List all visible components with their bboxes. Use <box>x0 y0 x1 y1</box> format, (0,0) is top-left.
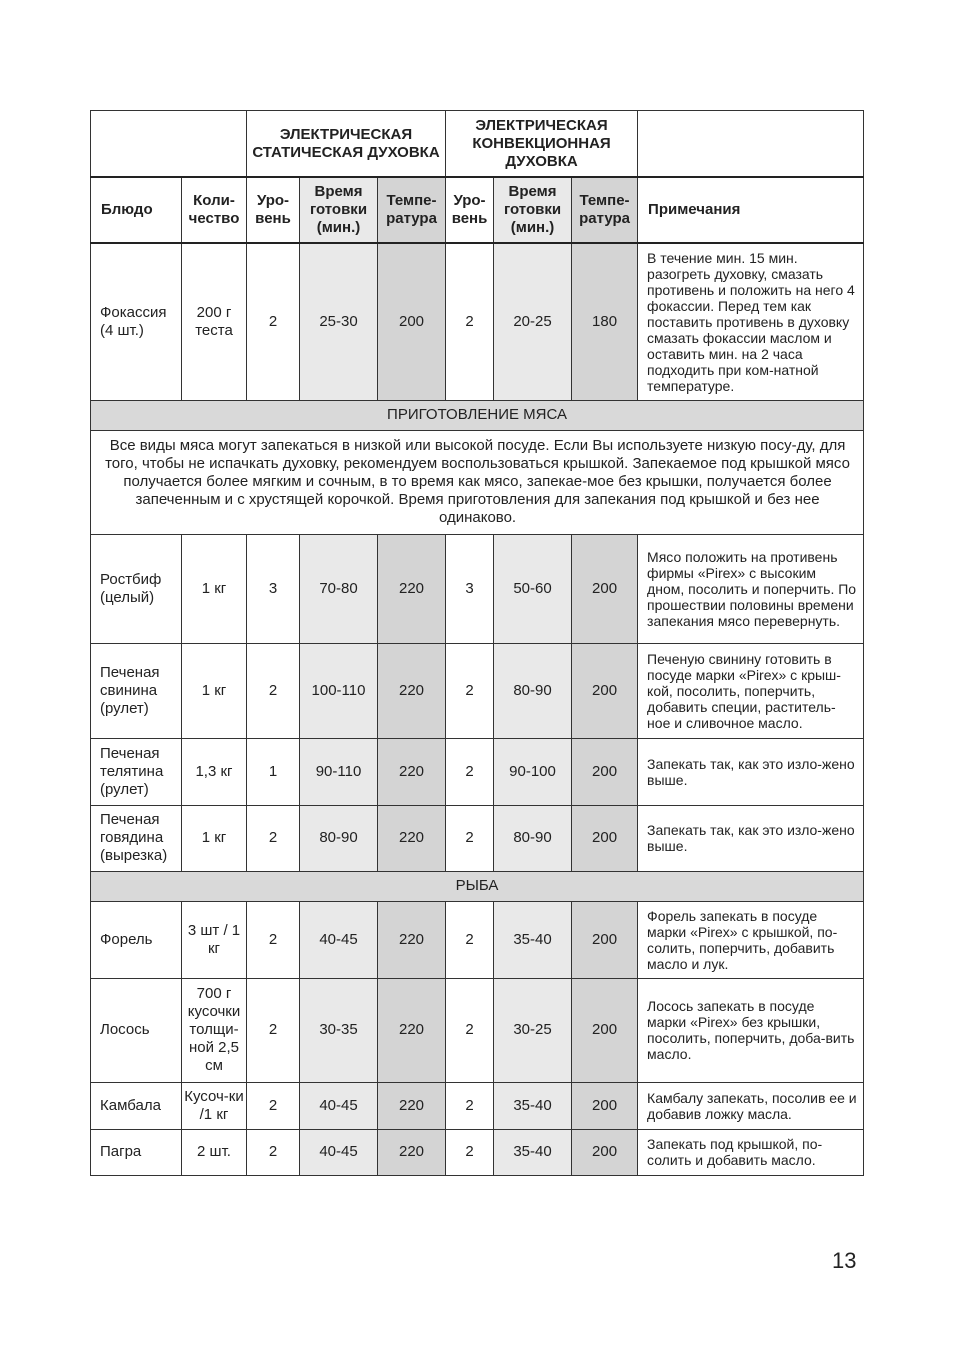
static-time: 25-30 <box>300 243 378 400</box>
fish-section-header <box>91 871 864 901</box>
meat-intro-row <box>91 430 864 534</box>
static-temp: 220 <box>378 901 446 978</box>
notes: Запекать так, как это изло-жено выше. <box>638 805 864 871</box>
dish-name: Печеная телятина (рулет) <box>91 738 182 805</box>
level-column-header: Уро-вень <box>247 177 300 243</box>
static-temp: 220 <box>378 805 446 871</box>
static-level: 2 <box>247 243 300 400</box>
conv-level: 2 <box>446 243 494 400</box>
meat-intro-text: Все виды мяса могут запекаться в низкой или высокой посуде. Если Вы используете низкую посу-ду, для того, чтобы не испачкать духовку, рекомендуем воспользоваться крышкой. Запекаемое под крышкой мясо получается более мягким и сочным, в то время как мясо, запекае-мое без крышки, получается более запеченным и с хрустящей корочкой. Время приготовления для запекания под крышкой и без нее одинаково. <box>91 430 864 534</box>
notes-column-header: Примечания <box>638 177 864 243</box>
dish-name: Ростбиф (целый) <box>91 534 182 643</box>
table-row <box>91 901 864 978</box>
conv-temp: 200 <box>572 805 638 871</box>
static-temp: 220 <box>378 534 446 643</box>
static-level: 2 <box>247 1082 300 1129</box>
dish-name: Печеная свинина (рулет) <box>91 643 182 738</box>
static-level: 2 <box>247 978 300 1082</box>
conv-temp: 200 <box>572 978 638 1082</box>
quantity: 200 г теста <box>182 243 247 400</box>
static-time: 40-45 <box>300 901 378 978</box>
static-temp: 220 <box>378 643 446 738</box>
static-level: 2 <box>247 643 300 738</box>
quantity: 700 г кусочки толщи-ной 2,5 см <box>182 978 247 1082</box>
notes: Печеную свинину готовить в посуде марки «Pirex» с крыш-кой, посолить, поперчить, добавить специи, раститель-ное и сливочное масло. <box>638 643 864 738</box>
conv-level: 2 <box>446 738 494 805</box>
conv-temp: 200 <box>572 1129 638 1175</box>
static-time: 40-45 <box>300 1082 378 1129</box>
notes: Форель запекать в посуде марки «Pirex» с крышкой, по-солить, поперчить, добавить масло и лук. <box>638 901 864 978</box>
static-time: 30-35 <box>300 978 378 1082</box>
static-level: 3 <box>247 534 300 643</box>
dish-name: Камбала <box>91 1082 182 1129</box>
notes: Запекать так, как это изло-жено выше. <box>638 738 864 805</box>
static-time: 40-45 <box>300 1129 378 1175</box>
static-time: 100-110 <box>300 643 378 738</box>
notes: Запекать под крышкой, по-солить и добавить масло. <box>638 1129 864 1175</box>
notes: Камбалу запекать, посолив ее и добавив ложку масла. <box>638 1082 864 1129</box>
temperature-column-header: Темпе-ратура <box>378 177 446 243</box>
conv-temp: 200 <box>572 901 638 978</box>
temperature-column-header: Темпе-ратура <box>572 177 638 243</box>
conv-level: 3 <box>446 534 494 643</box>
page-number: 13 <box>832 1248 857 1273</box>
static-level: 2 <box>247 1129 300 1175</box>
conv-level: 2 <box>446 805 494 871</box>
table-row <box>91 738 864 805</box>
quantity: 1,3 кг <box>182 738 247 805</box>
static-temp: 220 <box>378 1082 446 1129</box>
conv-time: 20-25 <box>494 243 572 400</box>
empty-header-cell <box>638 111 864 178</box>
dish-name: Форель <box>91 901 182 978</box>
conv-time: 50-60 <box>494 534 572 643</box>
conv-level: 2 <box>446 901 494 978</box>
static-time: 70-80 <box>300 534 378 643</box>
time-column-header: Время готовки (мин.) <box>300 177 378 243</box>
quantity: 1 кг <box>182 805 247 871</box>
section-title: РЫБА <box>91 871 864 901</box>
conv-temp: 200 <box>572 1082 638 1129</box>
time-column-header: Время готовки (мин.) <box>494 177 572 243</box>
static-temp: 220 <box>378 1129 446 1175</box>
conv-level: 2 <box>446 1082 494 1129</box>
conv-level: 2 <box>446 1129 494 1175</box>
quantity: 1 кг <box>182 643 247 738</box>
table-row <box>91 1082 864 1129</box>
quantity: 1 кг <box>182 534 247 643</box>
conv-level: 2 <box>446 978 494 1082</box>
conv-time: 35-40 <box>494 1129 572 1175</box>
meat-section-header <box>91 400 864 430</box>
static-level: 2 <box>247 805 300 871</box>
dish-name: Печеная говядина (вырезка) <box>91 805 182 871</box>
conv-time: 30-25 <box>494 978 572 1082</box>
table-row <box>91 1129 864 1175</box>
quantity: 2 шт. <box>182 1129 247 1175</box>
static-temp: 220 <box>378 738 446 805</box>
oven-header-row <box>91 111 864 178</box>
quantity: 3 шт / 1 кг <box>182 901 247 978</box>
notes: Мясо положить на противень фирмы «Pirex» с высоким дном, посолить и поперчить. По прошествии половины времени запекания мясо перевернуть. <box>638 534 864 643</box>
dish-column-header: Блюдо <box>91 177 182 243</box>
conv-temp: 200 <box>572 738 638 805</box>
static-oven-header: ЭЛЕКТРИЧЕСКАЯ СТАТИЧЕСКАЯ ДУХОВКА <box>247 111 446 178</box>
section-title: ПРИГОТОВЛЕНИЕ МЯСА <box>91 400 864 430</box>
conv-time: 35-40 <box>494 1082 572 1129</box>
notes: Лосось запекать в посуде марки «Pirex» без крышки, посолить, поперчить, доба-вить масло. <box>638 978 864 1082</box>
table-row <box>91 534 864 643</box>
level-column-header: Уро-вень <box>446 177 494 243</box>
table-row <box>91 643 864 738</box>
conv-time: 90-100 <box>494 738 572 805</box>
conv-temp: 200 <box>572 643 638 738</box>
cooking-table <box>90 110 864 1176</box>
conv-time: 35-40 <box>494 901 572 978</box>
static-time: 90-110 <box>300 738 378 805</box>
empty-header-cell <box>91 111 247 178</box>
dish-name: Лосось <box>91 978 182 1082</box>
conv-time: 80-90 <box>494 805 572 871</box>
static-temp: 220 <box>378 978 446 1082</box>
conv-level: 2 <box>446 643 494 738</box>
static-time: 80-90 <box>300 805 378 871</box>
conv-temp: 200 <box>572 534 638 643</box>
table-row <box>91 978 864 1082</box>
notes: В течение мин. 15 мин. разогреть духовку, смазать противень и положить на него 4 фокаccии. Перед тем как поставить противень в духовку смазать фокаccии маслом и оставить мин. на 2 часа подходить при ком-натной температуре. <box>638 243 864 400</box>
quantity-column-header: Коли-чество <box>182 177 247 243</box>
column-header-row <box>91 177 864 243</box>
static-level: 2 <box>247 901 300 978</box>
fish-rows <box>91 901 864 1175</box>
convection-oven-header: ЭЛЕКТРИЧЕСКАЯ КОНВЕКЦИОННАЯ ДУХОВКА <box>446 111 638 178</box>
conv-time: 80-90 <box>494 643 572 738</box>
conv-temp: 180 <box>572 243 638 400</box>
dish-name: Фокаccия (4 шт.) <box>91 243 182 400</box>
quantity: Кусоч-ки /1 кг <box>182 1082 247 1129</box>
dish-name: Пагра <box>91 1129 182 1175</box>
static-temp: 200 <box>378 243 446 400</box>
table-row <box>91 243 864 400</box>
table-row <box>91 805 864 871</box>
static-level: 1 <box>247 738 300 805</box>
meat-rows <box>91 534 864 871</box>
